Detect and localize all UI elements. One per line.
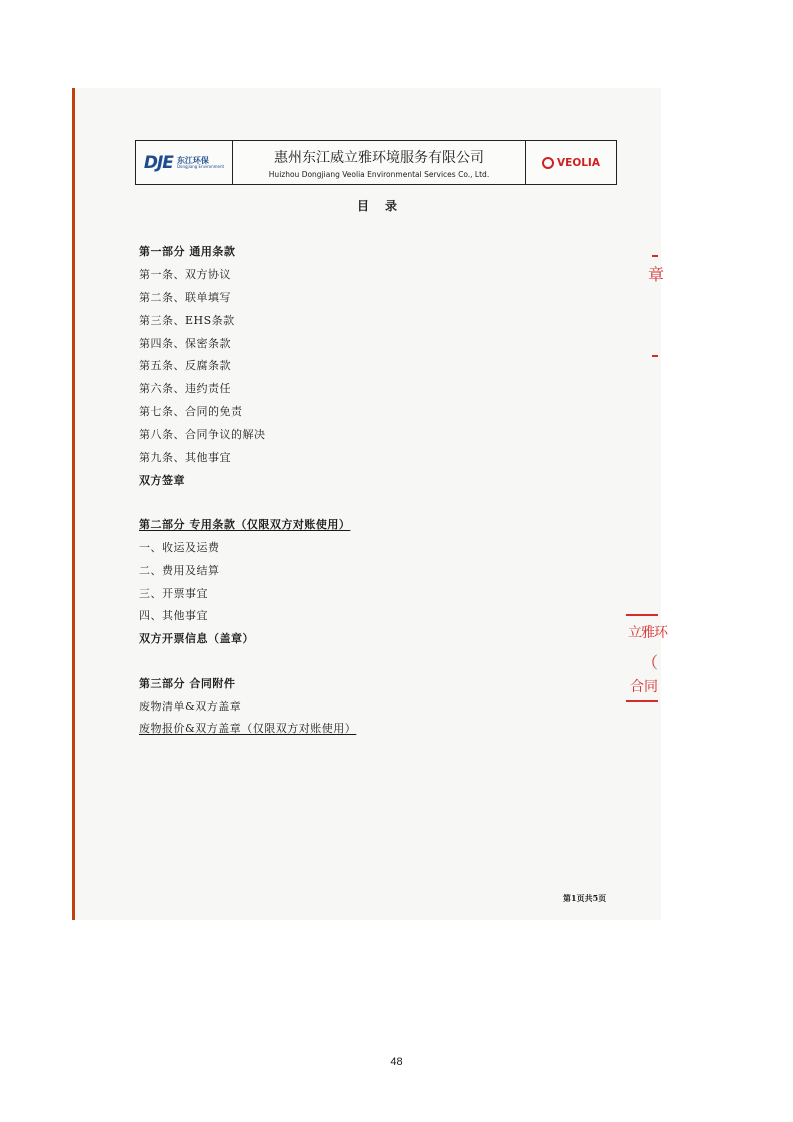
dje-logo-cn: 东江环保: [176, 155, 209, 165]
toc-item: 第二条、联单填写: [139, 291, 231, 304]
stamp-edge: [626, 614, 658, 616]
veolia-icon: [542, 157, 554, 169]
stamp-edge: [652, 355, 658, 357]
stamp-lower-1: 立雅环: [628, 625, 667, 641]
page-of-footer: 第1页共5页: [563, 893, 607, 903]
toc-item: 第三条、EHS条款: [139, 314, 235, 327]
veolia-logo: [525, 141, 616, 184]
stamp-edge: [652, 255, 658, 257]
toc-item: 第六条、违约责任: [139, 382, 231, 395]
part1-signature: 双方签章: [139, 474, 185, 487]
company-name-cn: 惠州东江威立雅环境服务有限公司: [274, 149, 484, 166]
toc-item: 第一条、双方协议: [139, 268, 231, 281]
dje-logo-en: Dongjiang Environment: [176, 163, 225, 169]
toc-item: 废物报价&双方盖章（仅限双方对账使用）: [139, 722, 357, 735]
toc-item: 第七条、合同的免责: [139, 405, 243, 418]
company-name: [233, 141, 525, 184]
part2-heading: 第二部分 专用条款（仅限双方对账使用）: [139, 518, 351, 531]
toc-item: 二、费用及结算: [139, 564, 220, 577]
stamp-edge: [626, 700, 658, 702]
company-name-en: Huizhou Dongjiang Veolia Environmental Services Co., Ltd.: [268, 169, 490, 179]
part1-heading: 第一部分 通用条款: [139, 245, 236, 258]
toc-title: 目录: [357, 199, 414, 213]
part2-invoice: 双方开票信息（盖章）: [139, 632, 254, 645]
stamp-upper: 章: [648, 265, 665, 284]
part3-heading: 第三部分 合同附件: [139, 677, 236, 690]
toc-item: 第八条、合同争议的解决: [139, 428, 266, 441]
toc-item: 四、其他事宜: [139, 609, 208, 622]
toc-item: 第四条、保密条款: [139, 337, 231, 350]
dje-logo-mark: DJE: [143, 152, 173, 173]
toc-item: 一、收运及运费: [139, 541, 220, 554]
toc-item: 三、开票事宜: [139, 587, 208, 600]
stamp-lower-3: 合同: [630, 679, 658, 695]
toc-item: 废物清单&双方盖章: [139, 700, 242, 713]
toc-item: 第五条、反腐条款: [139, 359, 231, 372]
toc-item: 第九条、其他事宜: [139, 451, 231, 464]
letterhead: [135, 140, 617, 185]
dje-logo: [136, 141, 233, 184]
stamp-lower-2: （: [642, 653, 659, 672]
document-page-number: 48: [390, 1056, 403, 1068]
veolia-brand: VEOLIA: [557, 156, 600, 169]
